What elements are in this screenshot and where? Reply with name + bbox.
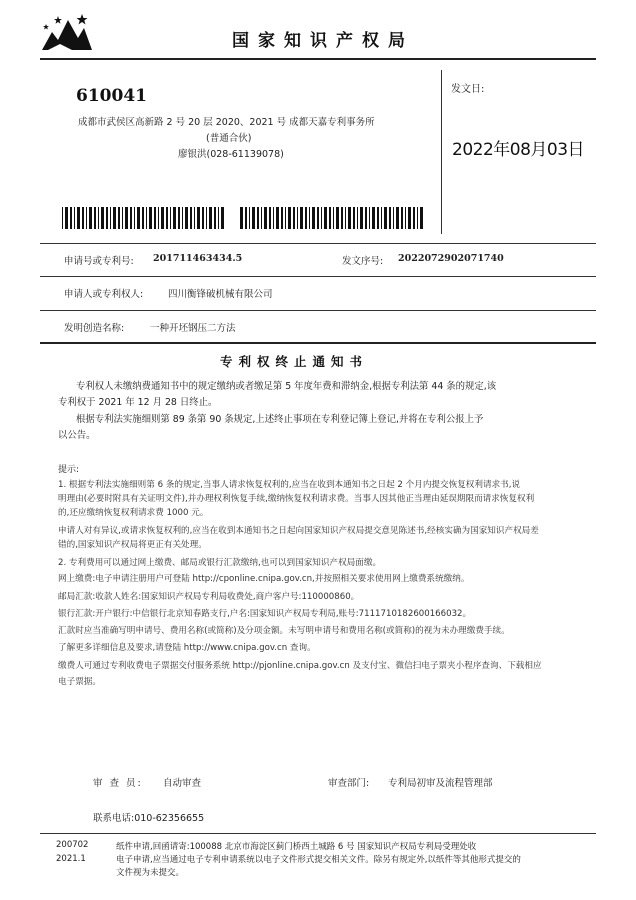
fields-rule-2 <box>40 276 596 277</box>
examiner: 自动审查 <box>163 778 202 789</box>
tip-line: 银行汇款:开户银行:中信银行北京知春路支行,户名:国家知识产权局专利局,账号:7111710182600166032。 <box>58 609 472 619</box>
tips-heading: 提示: <box>58 465 80 475</box>
notice-para-1-line-2: 专利权于 2021 年 12 月 28 日终止。 <box>58 397 218 408</box>
invention-title: 一种开坯钢压二方法 <box>150 323 236 334</box>
dept-label: 审查部门: <box>328 778 370 789</box>
tip-line: 电子票据。 <box>58 677 101 687</box>
dept: 专利局初审及流程管理部 <box>388 778 493 789</box>
applicant: 四川衡锋破机械有限公司 <box>168 289 273 300</box>
issue-date: 2022年08月03日 <box>452 140 585 160</box>
issue-date-label: 发文日: <box>451 84 485 95</box>
doc-no: 2022072902071740 <box>398 253 504 264</box>
address-line-2: (普通合伙) <box>206 133 252 144</box>
app-no-label: 申请号或专利号: <box>64 256 134 267</box>
doc-no-label: 发文序号: <box>342 256 384 267</box>
barcode-left <box>62 207 224 229</box>
applicant-label: 申请人或专利权人: <box>64 289 144 300</box>
address-line-1: 成都市武侯区高新路 2 号 20 层 2020、2021 号 成都天嘉专利事务所 <box>78 117 375 128</box>
form-code: 200702 <box>56 840 89 850</box>
tip-line: 邮局汇款:收款人姓名:国家知识产权局专利局收费处,商户客户号:110000860。 <box>58 592 360 602</box>
notice-para-2-line-2: 以公告。 <box>58 430 96 441</box>
fields-top-rule <box>40 243 596 244</box>
contact-line: 廖银洪(028-61139078) <box>178 149 284 160</box>
fields-bottom-rule <box>40 342 596 344</box>
tip-line: 明理由(必要时附具有关证明文件),并办理权利恢复手续,缴纳恢复权利请求费。当事人因其他正当理由延误期限而请求恢复权利 <box>58 494 535 504</box>
notice-title: 专利权终止通知书 <box>220 354 369 369</box>
fields-rule-3 <box>40 310 596 311</box>
footer-note-line-3: 文件视为未提交。 <box>116 868 185 878</box>
tip-line: 汇款时应当准确写明申请号、费用名称(或简称)及分项金额。未写明申请号和费用名称(或简称)的视为未办理缴费手续。 <box>58 626 510 636</box>
tip-line: 错的,国家知识产权局将更正有关处理。 <box>58 540 207 550</box>
notice-para-1-line-1: 专利权人未缴纳费通知书中的规定缴纳或者缴足第 5 年度年费和滞纳金,根据专利法第 44 条的规定,该 <box>76 381 497 392</box>
tip-line: 网上缴费:电子申请注册用户可登陆 http://cponline.cnipa.gov.cn,并按照相关要求使用网上缴费系统缴纳。 <box>58 574 470 584</box>
app-no: 201711463434.5 <box>153 253 243 264</box>
tip-line: 申请人对有异议,或请求恢复权利的,应当在收到本通知书之日起向国家知识产权局提交意见陈述书,经核实确为国家知识产权局差 <box>58 526 539 536</box>
tip-line: 1. 根据专利法实施细则第 6 条的规定,当事人请求恢复权利的,应当在收到本通知书之日起 2 个月内提交恢复权利请求书,说 <box>58 480 521 490</box>
phone: 联系电话:010-62356655 <box>93 813 205 824</box>
tip-line: 2. 专利费用可以通过网上缴费、邮局或银行汇款缴纳,也可以到国家知识产权局面缴。 <box>58 558 382 568</box>
office-name: 国家知识产权局 <box>232 31 414 51</box>
barcode-right <box>240 207 424 229</box>
header-rule <box>40 58 596 60</box>
invention-title-label: 发明创造名称: <box>64 323 125 334</box>
form-version: 2021.1 <box>56 854 86 864</box>
tip-line: 的,还应缴纳恢复权利请求费 1000 元。 <box>58 508 209 518</box>
notice-para-2-line-1: 根据专利法实施细则第 89 条第 90 条规定,上述终止事项在专利登记簿上登记,并将在专利公报上予 <box>76 414 484 425</box>
address-issue-divider <box>441 70 442 234</box>
footer-note-line-1: 纸件申请,回函请寄:100088 北京市海淀区蓟门桥西土城路 6 号 国家知识产权局专利局受理处收 <box>116 842 477 852</box>
tip-line: 缴费人可通过专利收费电子票据交付服务系统 http://pjonline.cnipa.gov.cn 及支付宝、微信扫电子票夹小程序查询、下载相应 <box>58 661 542 671</box>
tip-line: 了解更多详细信息及要求,请登陆 http://www.cnipa.gov.cn 查询。 <box>58 643 316 653</box>
footer-note-line-2: 电子申请,应当通过电子专利申请系统以电子文件形式提交相关文件。除另有规定外,以纸件等其他形式提交的 <box>116 855 521 865</box>
cnipa-emblem-icon <box>38 10 96 56</box>
postcode: 610041 <box>76 86 147 106</box>
examiner-label: 审 查 员: <box>93 778 143 789</box>
footer-rule <box>40 833 596 834</box>
